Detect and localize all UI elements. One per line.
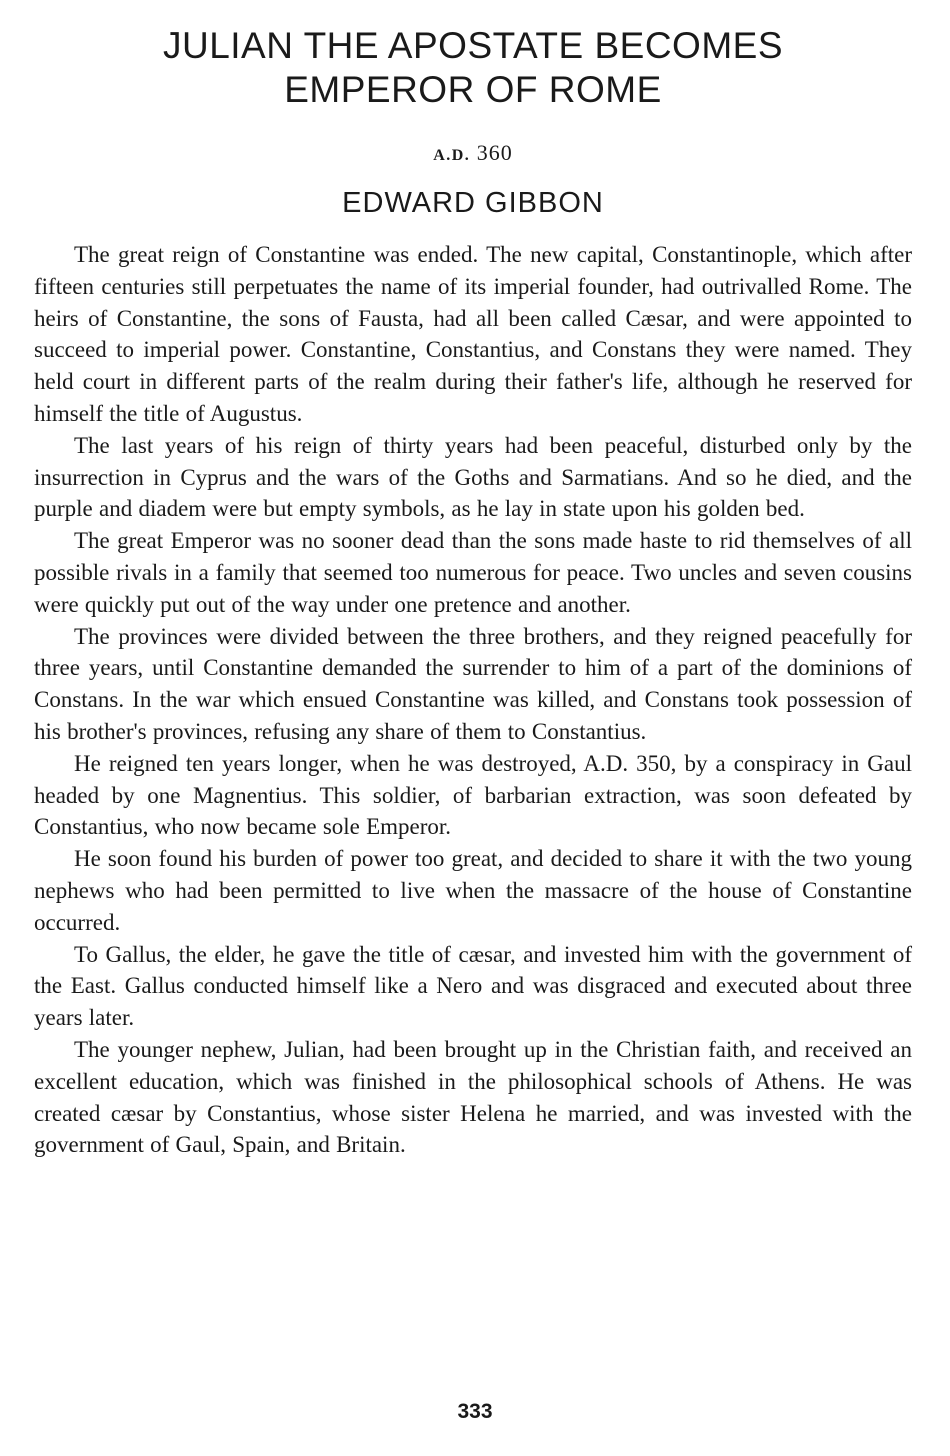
date-year: 360 [476, 140, 513, 165]
author-name: EDWARD GIBBON [342, 187, 604, 219]
chapter-title [34, 24, 912, 112]
body-text [34, 239, 912, 1161]
date-era: A.D. [433, 147, 471, 164]
chapter-date [34, 138, 912, 171]
paragraph: The last years of his reign of thirty years had been peaceful, disturbed only by the insurrection in Cyprus and the wars of the Goths and Sarmatians. And so he died, and the purple and diadem were but empty symbols, as he lay in state upon his golden bed. [34, 432, 912, 522]
paragraph: To Gallus, the elder, he gave the title of cæsar, and invested him with the government of the East. Gallus conducted himself like a Nero and was disgraced and executed about three years later. [34, 941, 912, 1031]
paragraph: He soon found his burden of power too great, and decided to share it with the two young nephews who had been permitted to live when the massacre of the house of Constantine occurred. [34, 846, 912, 935]
page [34, 24, 912, 1161]
chapter-title-line-1: JULIAN THE APOSTATE BECOMES [162, 25, 784, 66]
paragraph: The great Emperor was no sooner dead than the sons made haste to rid themselves of all possible rivals in a family that seemed too numerous for peace. Two uncles and seven cousins were quickly put out of the way under one pretence and another. [34, 528, 912, 617]
paragraph: The younger nephew, Julian, had been brought up in the Christian faith, and received an excellent education, which was finished in the philosophical schools of Athens. He was created cæsar by Constantius, whose sister Helena he married, and was invested with the government of Gaul, Spain, and Britain. [34, 1036, 912, 1158]
paragraph: He reigned ten years longer, when he was destroyed, A.D. 350, by a conspiracy in Gaul headed by one Magnentius. This soldier, of barbarian extraction, was soon defeated by Constantius, who now became sole Emperor. [34, 750, 912, 840]
paragraph: The provinces were divided between the three brothers, and they reigned peacefully for three years, until Constantine demanded the surrender to him of a part of the dominions of Constans. In the war which ensued Constantine was killed, and Constans took possession of his brother's provinces, refusing any share of them to Constantius. [34, 623, 912, 744]
chapter-title-line-2: EMPEROR OF ROME [284, 69, 662, 110]
page-number: 333 [457, 1400, 493, 1423]
paragraph: The great reign of Constantine was ended. The new capital, Constantinople, which after fifteen centuries still perpetuates the name of its imperial founder, had outrivalled Rome. The heirs of Constantine, the sons of Fausta, had all been called Cæsar, and were appointed to succeed to imperial power. Constantine, Constantius, and Constans they were named. They held court in different parts of the realm during their father's life, although he reserved for himself the title of Augustus. [34, 242, 912, 426]
